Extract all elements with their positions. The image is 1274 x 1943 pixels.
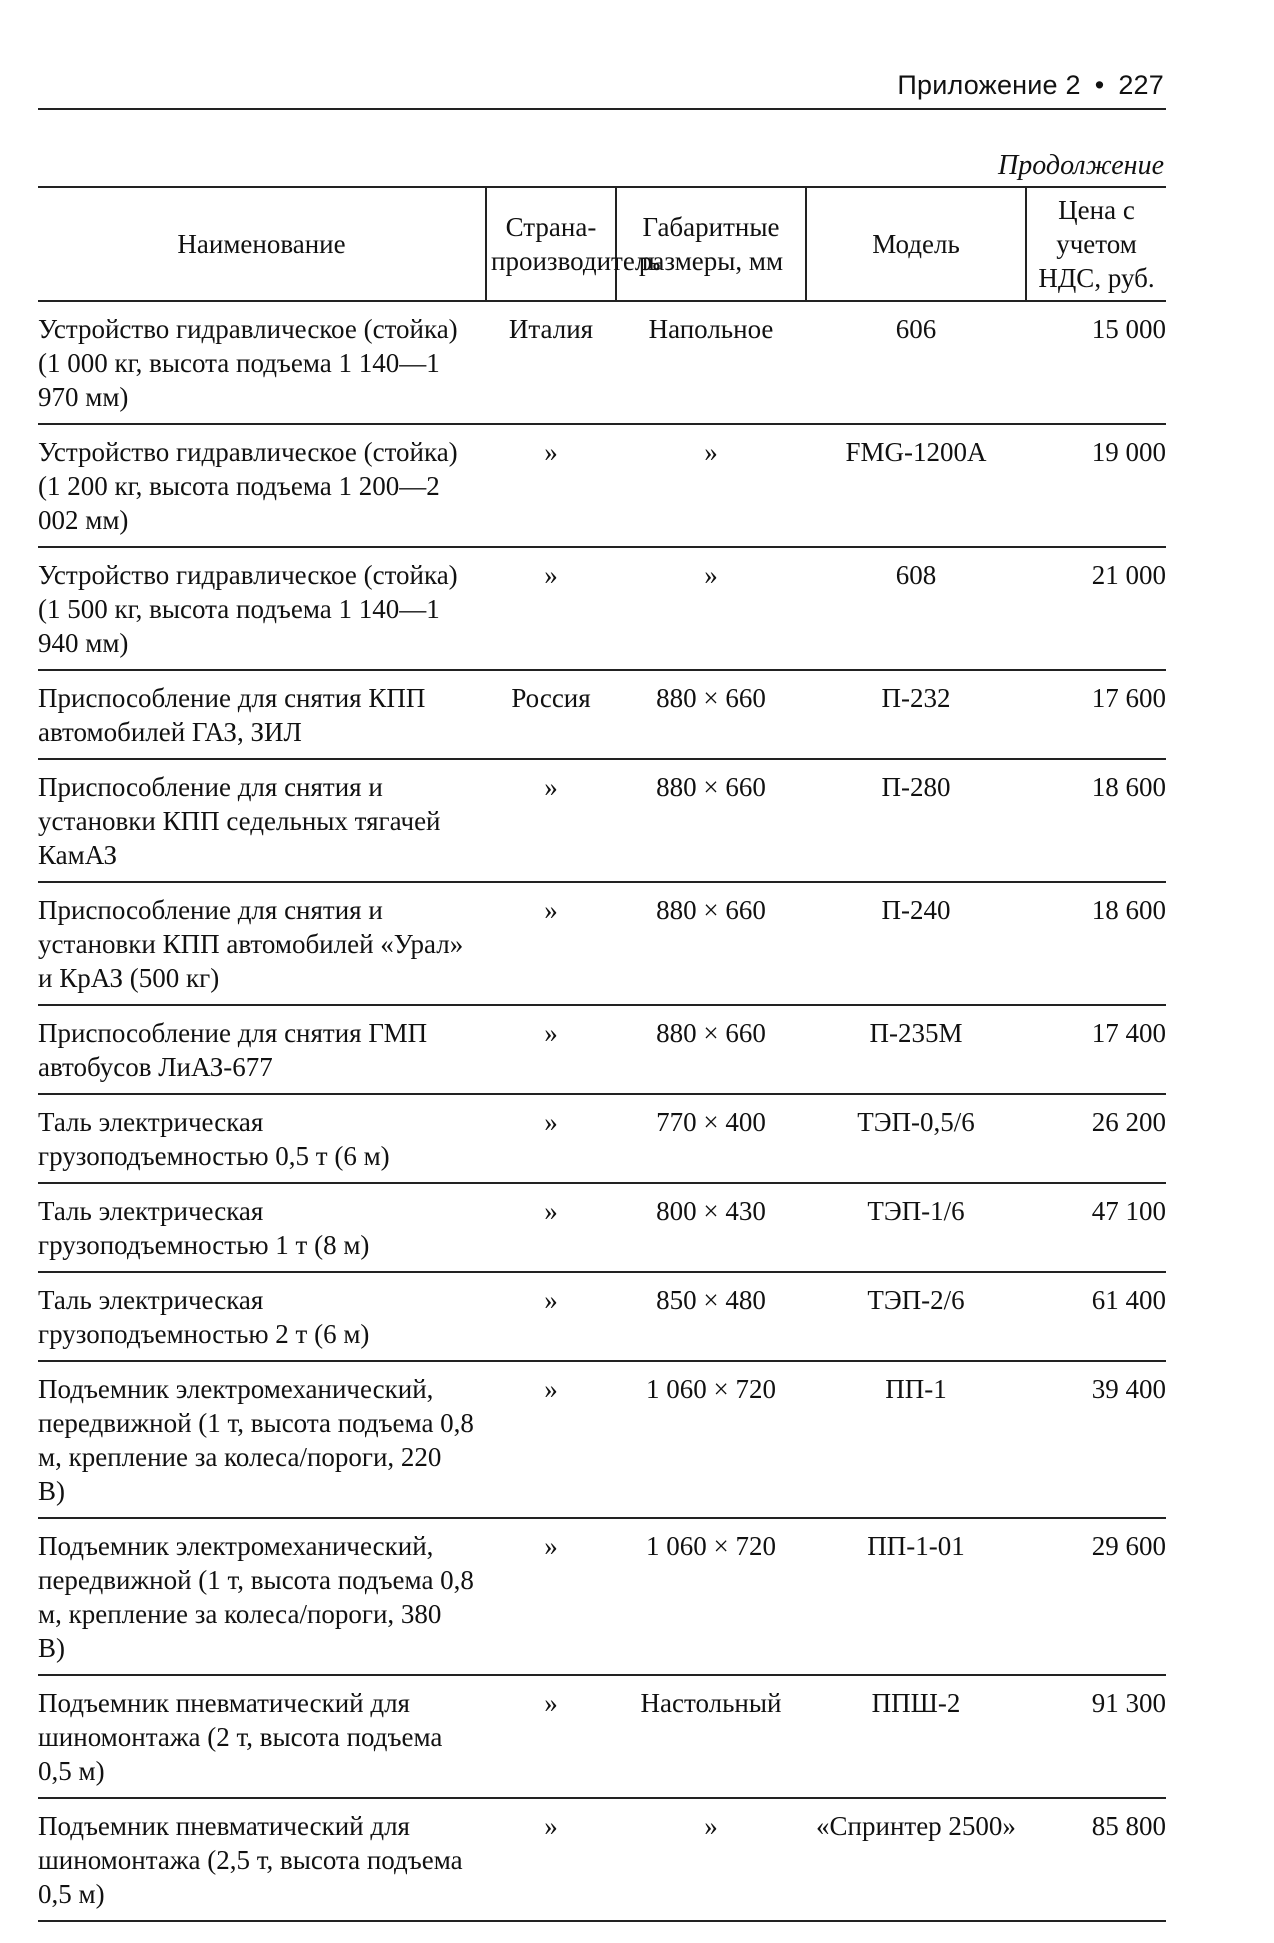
cell-model: П-240 [806,882,1026,1005]
cell-country: Италия [486,301,616,424]
cell-name: Устройство гидравлическое (стойка) (1 500 кг, высота подъема 1 140—1 940 мм) [38,547,486,670]
cell-model: ТЭП-0,5/6 [806,1094,1026,1183]
cell-model: ППШ-2 [806,1675,1026,1798]
table-row [38,1518,1166,1675]
cell-price: 17 400 [1026,1005,1166,1094]
table-row [38,1094,1166,1183]
table-row [38,1272,1166,1361]
equipment-price-table [38,186,1166,1922]
cell-name: Подъемник пневматический для шиномонтажа (2,5 т, высота подъема 0,5 м) [38,1798,486,1921]
cell-model: «Спринтер 2500» [806,1798,1026,1921]
cell-name: Устройство гидравлическое (стойка) (1 200 кг, высота подъема 1 200—2 002 мм) [38,424,486,547]
cell-price: 85 800 [1026,1798,1166,1921]
cell-dimensions: » [616,424,806,547]
table-row [38,547,1166,670]
cell-name: Подъемник электромеханический, передвижной (1 т, высота подъема 0,8 м, крепление за колеса/пороги, 380 В) [38,1518,486,1675]
cell-model: П-235М [806,1005,1026,1094]
cell-country: » [486,1005,616,1094]
column-header-name: Наименование [38,187,486,301]
section-title: Приложение 2 [897,70,1081,100]
column-header-country: Страна-производитель [486,187,616,301]
cell-country: » [486,1183,616,1272]
cell-price: 15 000 [1026,301,1166,424]
cell-name: Подъемник пневматический для шиномонтажа (2 т, высота подъема 0,5 м) [38,1675,486,1798]
page-number: 227 [1118,70,1164,100]
cell-country: » [486,1675,616,1798]
cell-model: FMG-1200A [806,424,1026,547]
cell-name: Подъемник электромеханический, передвижной (1 т, высота подъема 0,8 м, крепление за колеса/пороги, 220 В) [38,1361,486,1518]
cell-price: 29 600 [1026,1518,1166,1675]
cell-dimensions: 880 × 660 [616,670,806,759]
cell-country: » [486,759,616,882]
table-row [38,1798,1166,1921]
cell-dimensions: 1 060 × 720 [616,1361,806,1518]
table-body [38,301,1166,1921]
cell-name: Приспособление для снятия и установки КПП седельных тягачей КамАЗ [38,759,486,882]
cell-country: » [486,1272,616,1361]
cell-dimensions: Настольный [616,1675,806,1798]
table-header-row [38,187,1166,301]
cell-dimensions: 880 × 660 [616,1005,806,1094]
cell-dimensions: 880 × 660 [616,759,806,882]
cell-name: Приспособление для снятия КПП автомобилей ГАЗ, ЗИЛ [38,670,486,759]
cell-country: » [486,1518,616,1675]
table-row [38,1675,1166,1798]
cell-country: » [486,1094,616,1183]
cell-country: » [486,424,616,547]
cell-dimensions: 800 × 430 [616,1183,806,1272]
cell-country: » [486,882,616,1005]
column-header-model: Модель [806,187,1026,301]
cell-model: ТЭП-2/6 [806,1272,1026,1361]
cell-price: 47 100 [1026,1183,1166,1272]
table-row [38,1005,1166,1094]
cell-dimensions: 1 060 × 720 [616,1518,806,1675]
cell-model: П-232 [806,670,1026,759]
table-row [38,301,1166,424]
cell-model: 606 [806,301,1026,424]
cell-dimensions: 850 × 480 [616,1272,806,1361]
header-rule [38,108,1166,110]
cell-country: » [486,1361,616,1518]
column-header-dimensions: Габаритные размеры, мм [616,187,806,301]
cell-price: 21 000 [1026,547,1166,670]
cell-price: 39 400 [1026,1361,1166,1518]
cell-dimensions: 880 × 660 [616,882,806,1005]
table-row [38,759,1166,882]
cell-name: Таль электрическая грузоподъемностью 0,5 т (6 м) [38,1094,486,1183]
cell-name: Приспособление для снятия ГМП автобусов ЛиАЗ-677 [38,1005,486,1094]
cell-name: Приспособление для снятия и установки КПП автомобилей «Урал» и КрАЗ (500 кг) [38,882,486,1005]
cell-dimensions: Напольное [616,301,806,424]
cell-model: ТЭП-1/6 [806,1183,1026,1272]
cell-country: » [486,547,616,670]
cell-name: Таль электрическая грузоподъемностью 2 т (6 м) [38,1272,486,1361]
cell-price: 18 600 [1026,759,1166,882]
cell-dimensions: » [616,547,806,670]
cell-country: » [486,1798,616,1921]
cell-model: ПП-1-01 [806,1518,1026,1675]
running-head [264,70,1164,101]
table-row [38,670,1166,759]
cell-name: Устройство гидравлическое (стойка) (1 000 кг, высота подъема 1 140—1 970 мм) [38,301,486,424]
column-header-price: Цена с учетом НДС, руб. [1026,187,1166,301]
cell-country: Россия [486,670,616,759]
cell-price: 18 600 [1026,882,1166,1005]
cell-price: 19 000 [1026,424,1166,547]
cell-model: 608 [806,547,1026,670]
cell-price: 61 400 [1026,1272,1166,1361]
continued-label: Продолжение [998,150,1164,181]
cell-dimensions: 770 × 400 [616,1094,806,1183]
cell-name: Таль электрическая грузоподъемностью 1 т (8 м) [38,1183,486,1272]
cell-dimensions: » [616,1798,806,1921]
cell-model: ПП-1 [806,1361,1026,1518]
table-row [38,1183,1166,1272]
cell-price: 91 300 [1026,1675,1166,1798]
table-row [38,424,1166,547]
table-row [38,1361,1166,1518]
table-row [38,882,1166,1005]
cell-price: 17 600 [1026,670,1166,759]
cell-price: 26 200 [1026,1094,1166,1183]
cell-model: П-280 [806,759,1026,882]
bullet-separator: • [1094,70,1105,100]
